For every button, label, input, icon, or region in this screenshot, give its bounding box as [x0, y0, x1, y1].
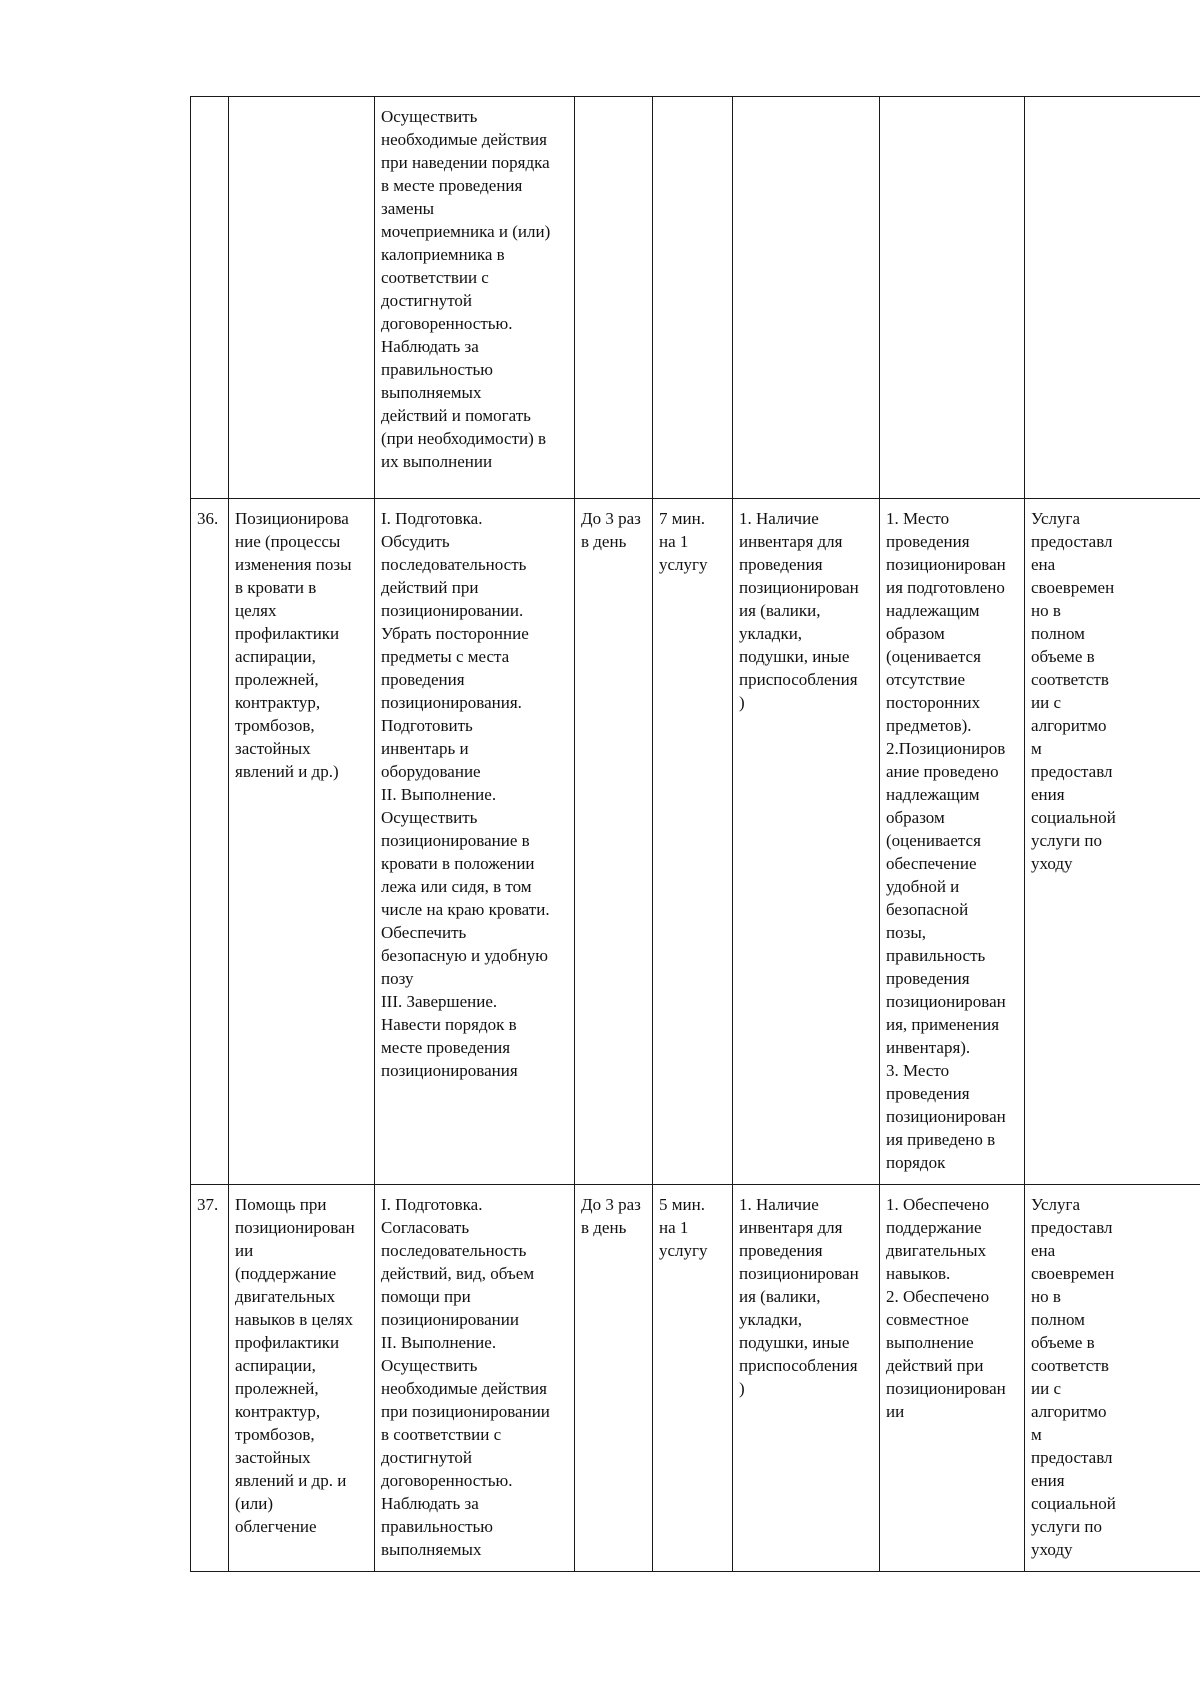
conditions-cell [733, 97, 880, 499]
quality-indicators-cell: 1. Место проведения позиционирован ия подготовлено надлежащим образом (оценивается отсутствие посторонних предметов). 2.Позициониров ание проведено надлежащим образом (оценивается обеспечение удобной и безопасной позы, правильность проведения позиционирован ия, применения инвентаря). 3. Место проведения позиционирован ия приведено в порядок [880, 499, 1025, 1185]
table-row [191, 1185, 1200, 1572]
row-number-cell: 37. [191, 1185, 229, 1572]
duration-cell [653, 97, 733, 499]
conditions-cell: 1. Наличие инвентаря для проведения позиционирован ия (валики, укладки, подушки, иные приспособления ) [733, 499, 880, 1185]
duration-cell: 5 мин. на 1 услугу [653, 1185, 733, 1572]
duration-cell: 7 мин. на 1 услугу [653, 499, 733, 1185]
table-row [191, 97, 1200, 499]
row-number-cell [191, 97, 229, 499]
service-name-cell [229, 97, 375, 499]
service-name-cell: Позиционирова ние (процессы изменения позы в кровати в целях профилактики аспирации, пролежней, контрактур, тромбозов, застойных явлений и др.) [229, 499, 375, 1185]
quality-indicators-cell: 1. Обеспечено поддержание двигательных навыков. 2. Обеспечено совместное выполнение действий при позиционирован ии [880, 1185, 1025, 1572]
frequency-cell: До 3 раз в день [575, 1185, 653, 1572]
service-content-cell: Осуществить необходимые действия при наведении порядка в месте проведения замены мочеприемника и (или) калоприемника в соответствии с достигнутой договоренностью. Наблюдать за правильностью выполняемых действий и помогать (при необходимости) в их выполнении [375, 97, 575, 499]
result-evaluation-cell [1025, 97, 1200, 499]
service-name-cell: Помощь при позиционирован ии (поддержание двигательных навыков в целях профилактики аспирации, пролежней, контрактур, тромбозов, застойных явлений и др. и (или) облегчение [229, 1185, 375, 1572]
frequency-cell [575, 97, 653, 499]
quality-indicators-cell [880, 97, 1025, 499]
conditions-cell: 1. Наличие инвентаря для проведения позиционирован ия (валики, укладки, подушки, иные приспособления ) [733, 1185, 880, 1572]
service-content-cell: I. Подготовка. Обсудить последовательность действий при позиционировании. Убрать посторонние предметы с места проведения позиционирования. Подготовить инвентарь и оборудование II. Выполнение. Осуществить позиционирование в кровати в положении лежа или сидя, в том числе на краю кровати. Обеспечить безопасную и удобную позу III. Завершение. Навести порядок в месте проведения позиционирования [375, 499, 575, 1185]
row-number-cell: 36. [191, 499, 229, 1185]
result-evaluation-cell: Услуга предоставл ена своевремен но в полном объеме в соответств ии с алгоритмо м предоставл ения социальной услуги по уходу [1025, 499, 1200, 1185]
services-table [190, 96, 1200, 1572]
frequency-cell: До 3 раз в день [575, 499, 653, 1185]
result-evaluation-cell: Услуга предоставл ена своевремен но в полном объеме в соответств ии с алгоритмо м предоставл ения социальной услуги по уходу [1025, 1185, 1200, 1572]
service-content-cell: I. Подготовка. Согласовать последовательность действий, вид, объем помощи при позиционировании II. Выполнение. Осуществить необходимые действия при позиционировании в соответствии с достигнутой договоренностью. Наблюдать за правильностью выполняемых [375, 1185, 575, 1572]
table-row [191, 499, 1200, 1185]
